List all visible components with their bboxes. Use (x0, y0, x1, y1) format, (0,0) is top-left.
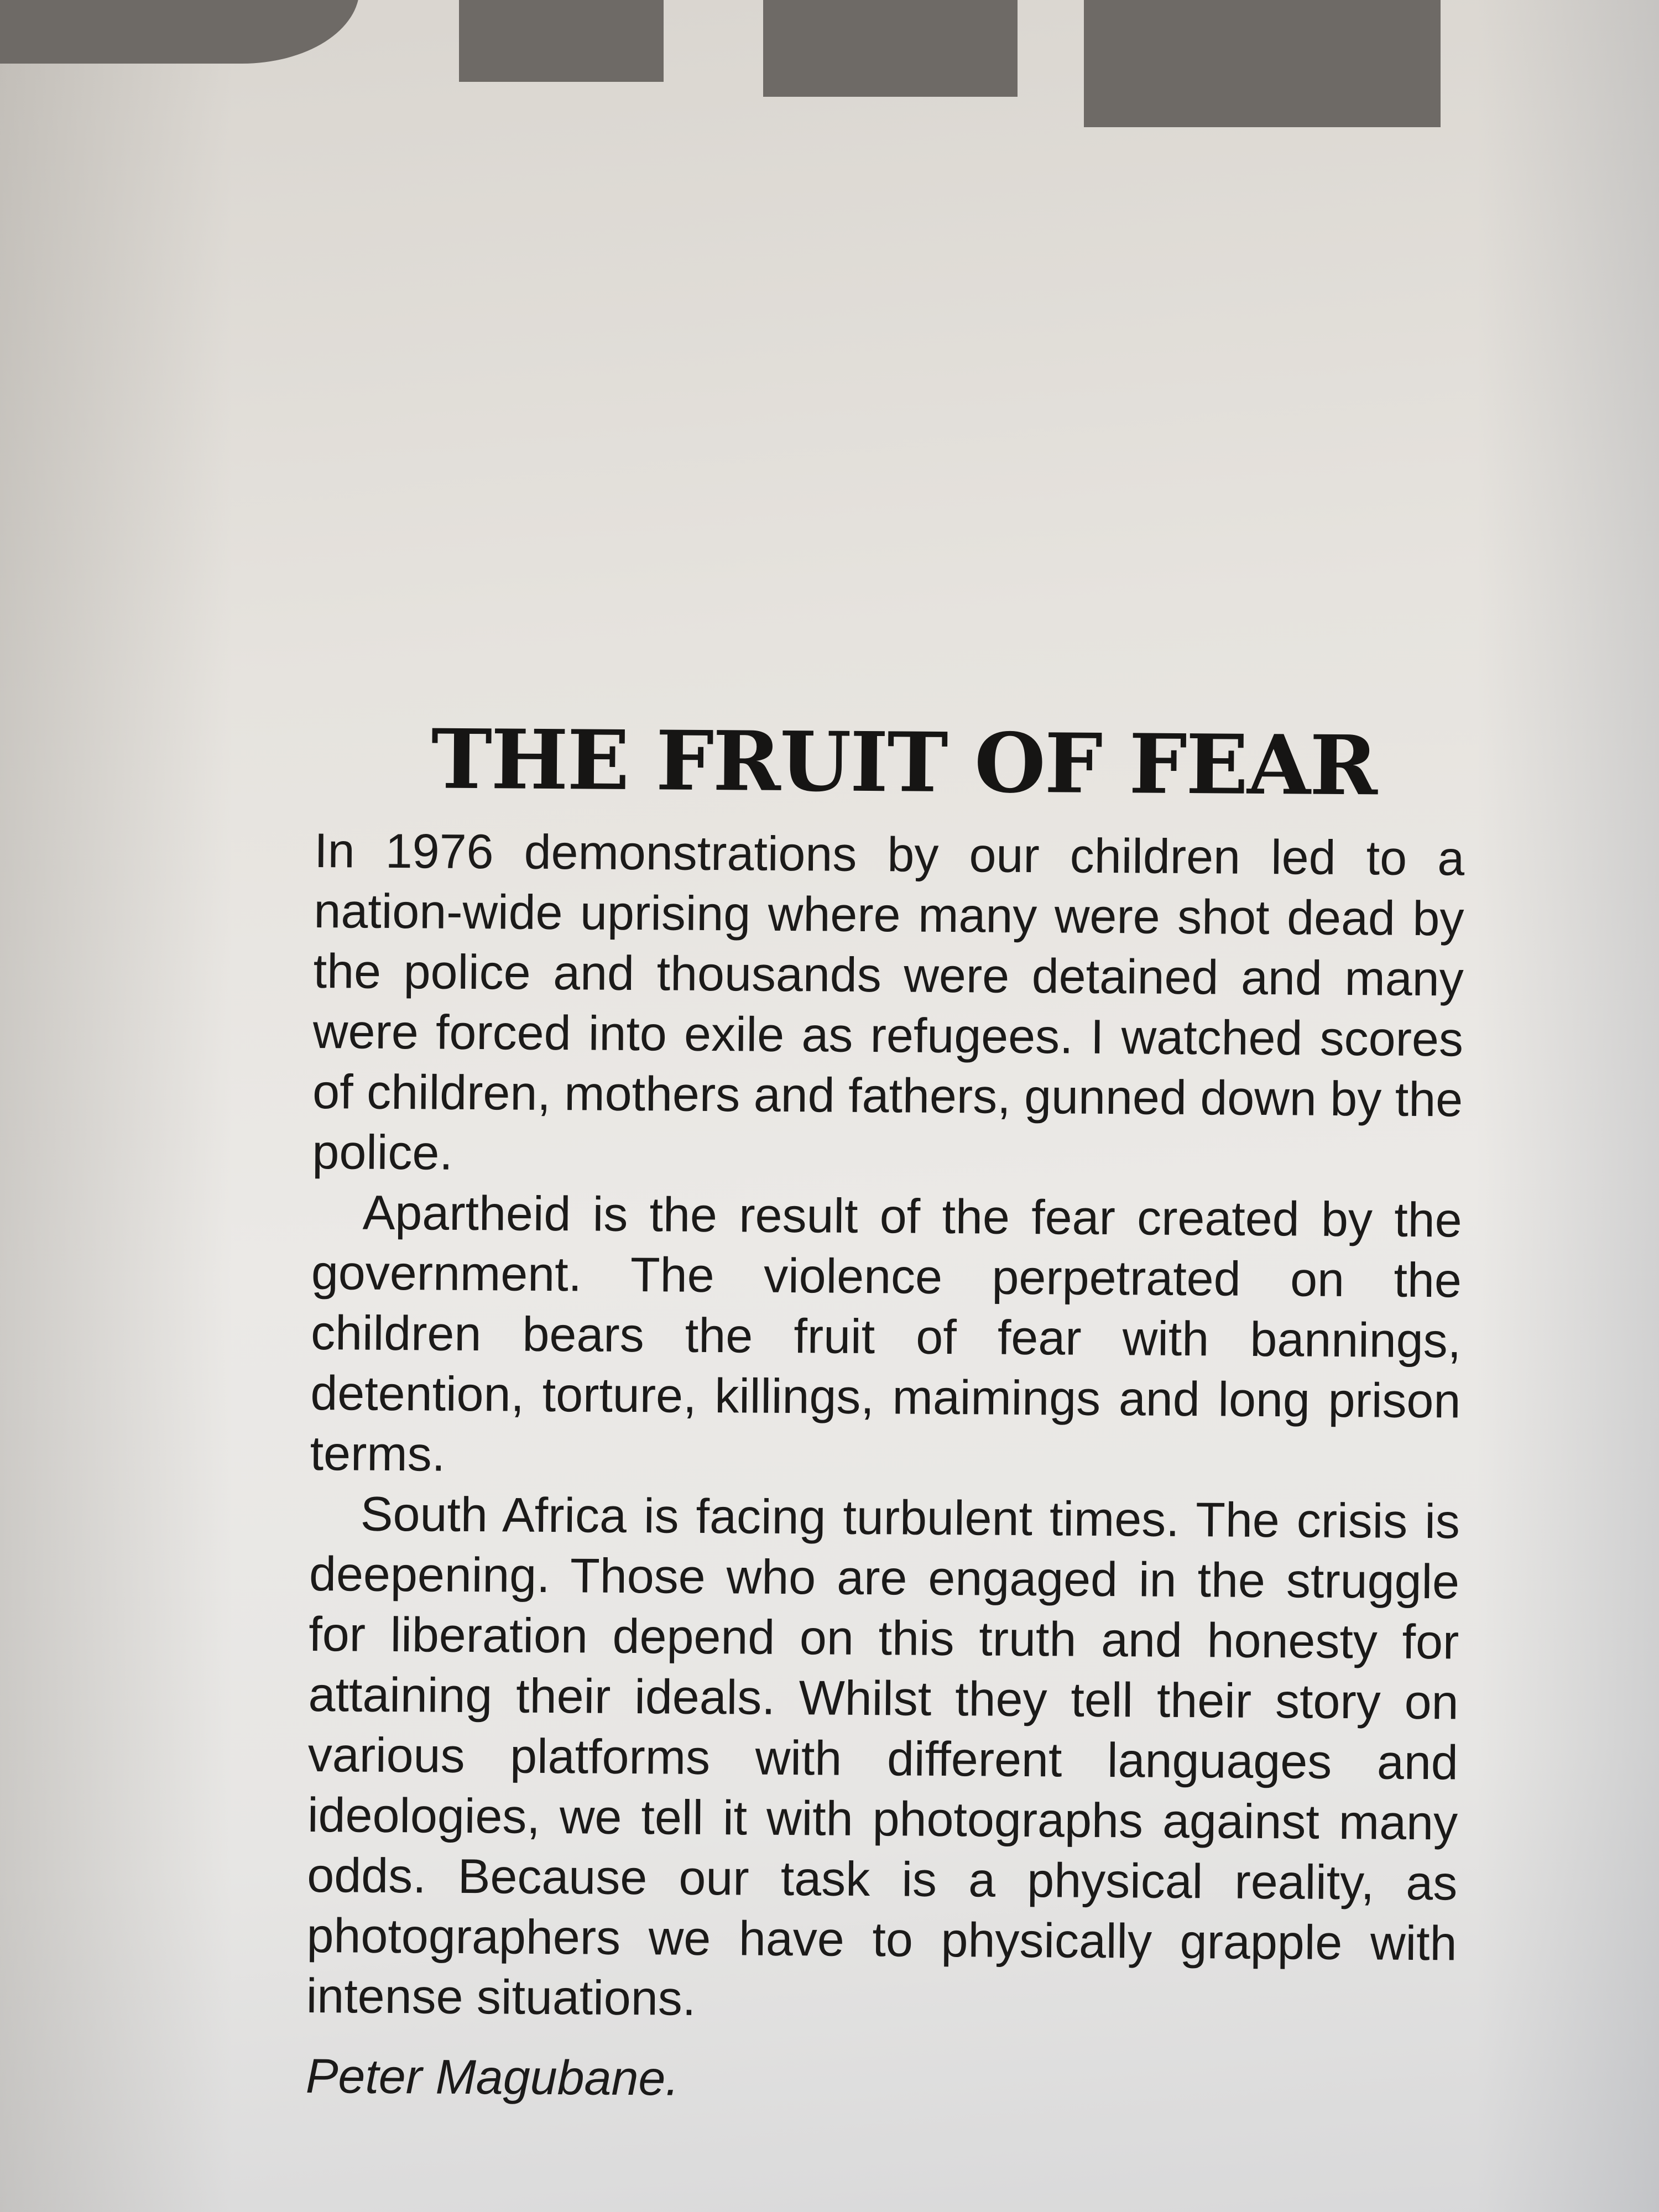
header-letter-fragment (1084, 0, 1441, 127)
page-shadow (1477, 0, 1659, 2212)
header-letter-fragment (0, 0, 359, 64)
author-signature: Peter Magubane. (305, 2048, 680, 2106)
paragraph: Apartheid is the result of the fear created by the government. The violence perpetrated on the children bears the fruit of fear with bannings, detention, torture, killings, maimings and long prison terms. (310, 1185, 1463, 1481)
header-letter-fragment (763, 0, 1018, 97)
paragraph: South Africa is facing turbulent times. The crisis is deepening. Those who are engaged in the struggle for liberation depend on this truth and honesty for attaining their ideals. Whilst they tell their story on various platforms with different languages and ideologies, we tell it with photographs against many odds. Because our task is a physical reality, as photographers we have to physically grapple with intense situations. (306, 1486, 1460, 2026)
paragraph: In 1976 demonstrations by our children led to a nation-wide uprising where many were shot dead by the police and thousands were detained and many were forced into exile as refugees. I watched scores of children, mothers and fathers, gunned down by the police. (312, 822, 1465, 1180)
essay-title: THE FRUIT OF FEAR (431, 711, 1377, 814)
header-letter-fragment (459, 0, 664, 82)
essay-block (305, 713, 1465, 2112)
page-shadow (0, 0, 232, 2212)
essay-body (306, 820, 1464, 2033)
